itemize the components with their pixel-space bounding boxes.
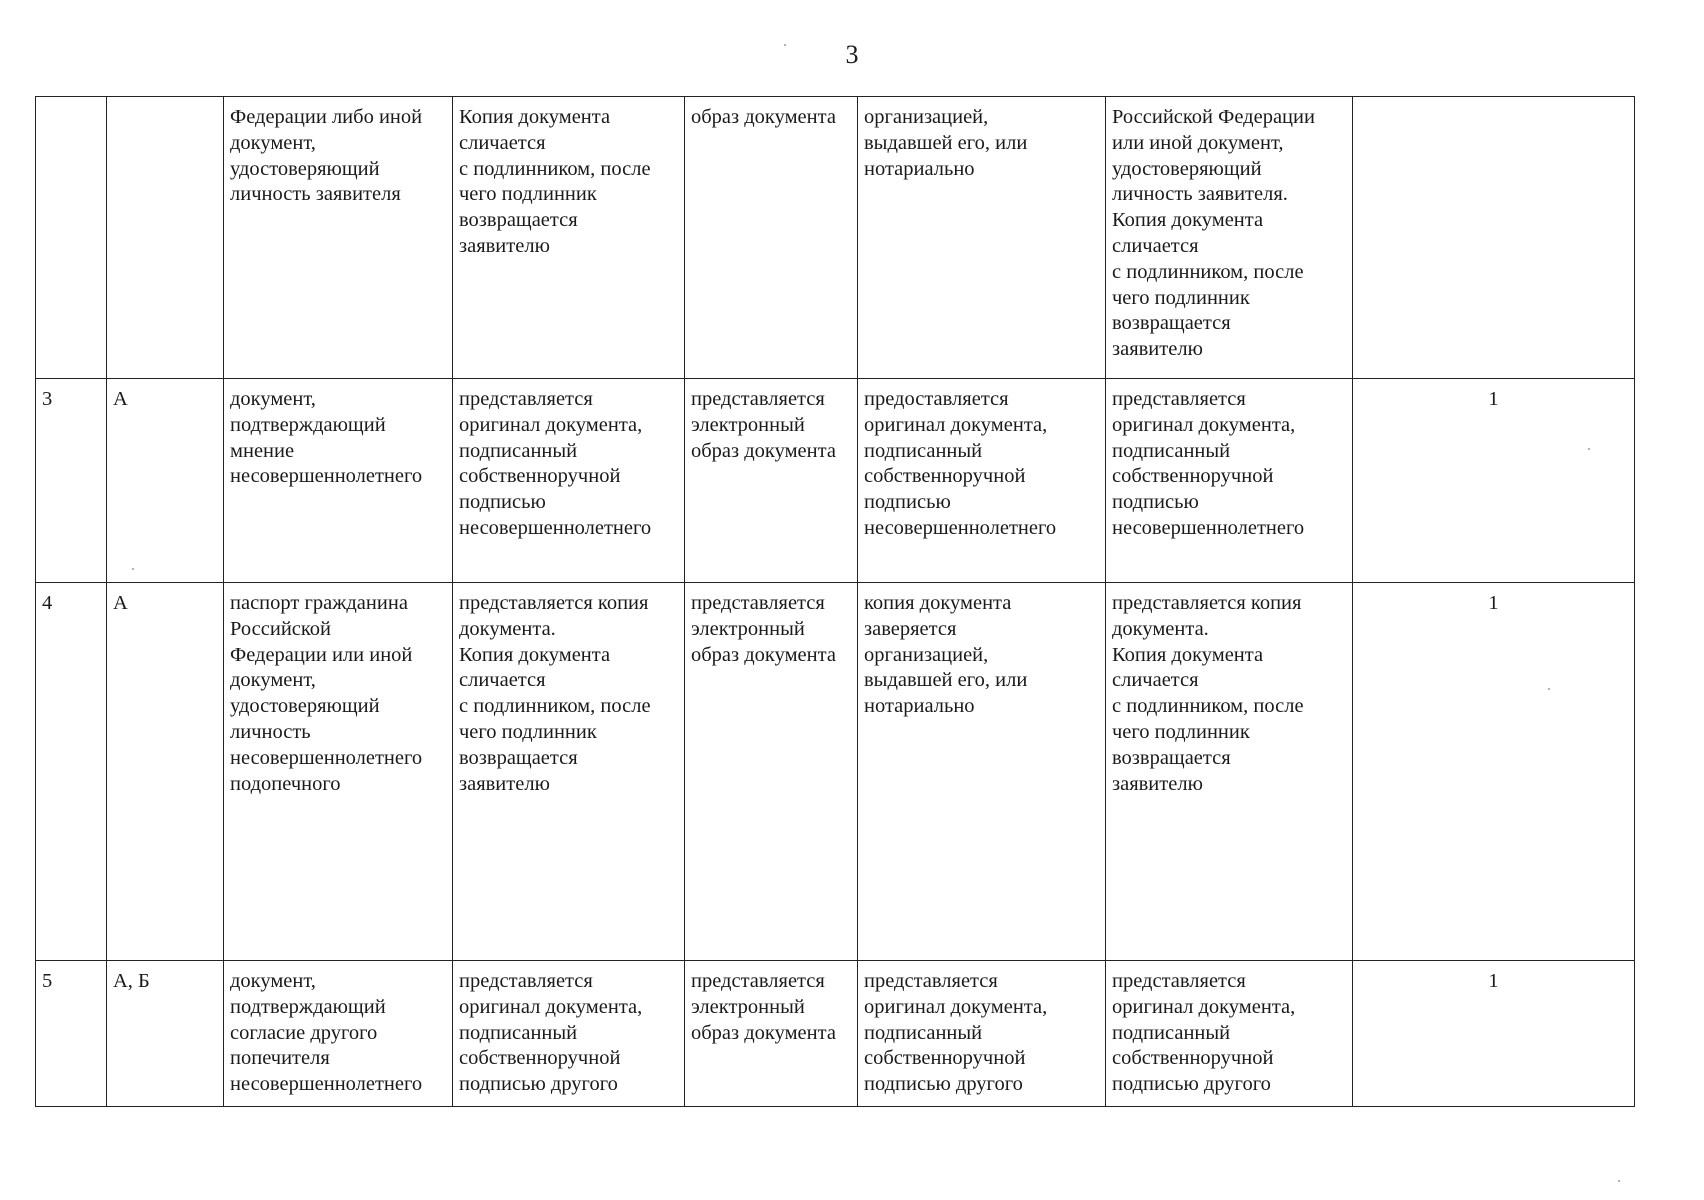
cell-electronic-submission: образ документа: [685, 97, 858, 379]
cell-electronic-submission: представляется электронный образ документа: [685, 583, 858, 961]
cell-count: 1: [1353, 961, 1635, 1107]
cell-mfc-submission: представляется оригинал документа, подписанный собственноручной подписью другого: [1106, 961, 1353, 1107]
cell-notary-submission: копия документа заверяется организацией, выдавшей его, или нотариально: [858, 583, 1106, 961]
cell-category: А, Б: [107, 961, 224, 1107]
cell-count: [1353, 97, 1635, 379]
table-row: [36, 97, 1635, 379]
documents-table: [35, 96, 1635, 1107]
cell-electronic-submission: представляется электронный образ документа: [685, 961, 858, 1107]
scan-speck: [132, 568, 134, 570]
cell-document-name: документ, подтверждающий мнение несовершеннолетнего: [224, 379, 453, 583]
table-row: [36, 961, 1635, 1107]
cell-paper-submission: представляется оригинал документа, подписанный собственноручной подписью другого: [453, 961, 685, 1107]
table-row: [36, 583, 1635, 961]
cell-mfc-submission: представляется оригинал документа, подписанный собственноручной подписью несовершеннолетнего: [1106, 379, 1353, 583]
cell-count: 1: [1353, 379, 1635, 583]
scan-speck: [784, 44, 786, 46]
cell-notary-submission: представляется оригинал документа, подписанный собственноручной подписью другого: [858, 961, 1106, 1107]
cell-mfc-submission: Российской Федерации или иной документ, удостоверяющий личность заявителя. Копия документа сличается с подлинником, после чего подлинник возвращается заявителю: [1106, 97, 1353, 379]
cell-document-name: Федерации либо иной документ, удостоверяющий личность заявителя: [224, 97, 453, 379]
cell-mfc-submission: представляется копия документа. Копия документа сличается с подлинником, после чего подлинник возвращается заявителю: [1106, 583, 1353, 961]
scan-speck: [1548, 688, 1550, 690]
table-row: [36, 379, 1635, 583]
cell-electronic-submission: представляется электронный образ документа: [685, 379, 858, 583]
cell-paper-submission: представляется копия документа. Копия документа сличается с подлинником, после чего подлинник возвращается заявителю: [453, 583, 685, 961]
cell-notary-submission: организацией, выдавшей его, или нотариально: [858, 97, 1106, 379]
cell-document-name: паспорт гражданина Российской Федерации или иной документ, удостоверяющий личность несовершеннолетнего подопечного: [224, 583, 453, 961]
cell-document-name: документ, подтверждающий согласие другого попечителя несовершеннолетнего: [224, 961, 453, 1107]
cell-paper-submission: Копия документа сличается с подлинником, после чего подлинник возвращается заявителю: [453, 97, 685, 379]
cell-notary-submission: предоставляется оригинал документа, подписанный собственноручной подписью несовершеннолетнего: [858, 379, 1106, 583]
cell-number: 4: [36, 583, 107, 961]
scan-speck: [1618, 1180, 1620, 1182]
scan-speck: [1588, 448, 1590, 450]
cell-number: 5: [36, 961, 107, 1107]
cell-paper-submission: представляется оригинал документа, подписанный собственноручной подписью несовершеннолетнего: [453, 379, 685, 583]
cell-number: 3: [36, 379, 107, 583]
cell-category: А: [107, 379, 224, 583]
cell-number: [36, 97, 107, 379]
cell-category: [107, 97, 224, 379]
page-number: 3: [845, 40, 859, 69]
cell-category: А: [107, 583, 224, 961]
cell-count: 1: [1353, 583, 1635, 961]
